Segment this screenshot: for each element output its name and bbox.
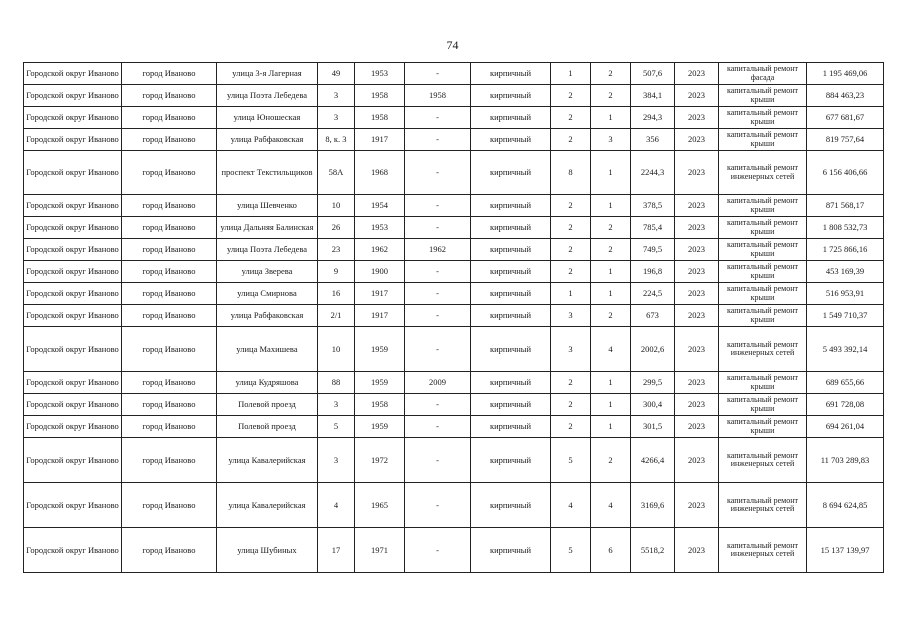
entrances-cell: 1 <box>591 261 631 283</box>
floors-cell: 5 <box>551 438 591 483</box>
table-row <box>24 416 884 438</box>
entrances-cell: 1 <box>591 195 631 217</box>
table-row <box>24 528 884 573</box>
cost-cell: 691 728,08 <box>807 394 884 416</box>
area-cell: 673 <box>631 305 675 327</box>
plan-year-cell: 2023 <box>675 195 719 217</box>
table-row <box>24 195 884 217</box>
city-cell: город Иваново <box>122 394 217 416</box>
entrances-cell: 6 <box>591 528 631 573</box>
city-cell: город Иваново <box>122 305 217 327</box>
district-cell: Городской округ Иваново <box>24 528 122 573</box>
house-number-cell: 26 <box>318 217 355 239</box>
wall-material-cell: кирпичный <box>471 85 551 107</box>
house-number-cell: 4 <box>318 483 355 528</box>
area-cell: 3169,6 <box>631 483 675 528</box>
district-cell: Городской округ Иваново <box>24 195 122 217</box>
build-year-cell: 1972 <box>355 438 405 483</box>
build-year-cell: 1959 <box>355 416 405 438</box>
house-number-cell: 58А <box>318 151 355 195</box>
build-year-cell: 1959 <box>355 372 405 394</box>
table-row <box>24 129 884 151</box>
plan-year-cell: 2023 <box>675 283 719 305</box>
plan-year-cell: 2023 <box>675 394 719 416</box>
city-cell: город Иваново <box>122 327 217 372</box>
table-row <box>24 107 884 129</box>
area-cell: 4266,4 <box>631 438 675 483</box>
cost-cell: 1 195 469,06 <box>807 63 884 85</box>
table-row <box>24 483 884 528</box>
entrances-cell: 2 <box>591 85 631 107</box>
city-cell: город Иваново <box>122 85 217 107</box>
wall-material-cell: кирпичный <box>471 528 551 573</box>
cost-cell: 11 703 289,83 <box>807 438 884 483</box>
district-cell: Городской округ Иваново <box>24 217 122 239</box>
reconstruction-year-cell: 2009 <box>405 372 471 394</box>
cost-cell: 819 757,64 <box>807 129 884 151</box>
area-cell: 749,5 <box>631 239 675 261</box>
entrances-cell: 1 <box>591 416 631 438</box>
work-type-cell: капитальный ремонт крыши <box>719 261 807 283</box>
area-cell: 384,1 <box>631 85 675 107</box>
city-cell: город Иваново <box>122 483 217 528</box>
plan-year-cell: 2023 <box>675 416 719 438</box>
reconstruction-year-cell: - <box>405 327 471 372</box>
street-cell: улица Махишева <box>217 327 318 372</box>
work-type-cell: капитальный ремонт инженерных сетей <box>719 528 807 573</box>
city-cell: город Иваново <box>122 438 217 483</box>
entrances-cell: 2 <box>591 438 631 483</box>
house-number-cell: 2/1 <box>318 305 355 327</box>
cost-cell: 871 568,17 <box>807 195 884 217</box>
street-cell: улица Кудряшова <box>217 372 318 394</box>
area-cell: 301,5 <box>631 416 675 438</box>
table-row <box>24 85 884 107</box>
house-number-cell: 3 <box>318 394 355 416</box>
cost-cell: 1 725 866,16 <box>807 239 884 261</box>
floors-cell: 2 <box>551 394 591 416</box>
cost-cell: 689 655,66 <box>807 372 884 394</box>
street-cell: улица Шевченко <box>217 195 318 217</box>
district-cell: Городской округ Иваново <box>24 394 122 416</box>
wall-material-cell: кирпичный <box>471 217 551 239</box>
floors-cell: 3 <box>551 305 591 327</box>
district-cell: Городской округ Иваново <box>24 151 122 195</box>
street-cell: улица Поэта Лебедева <box>217 85 318 107</box>
reconstruction-year-cell: - <box>405 483 471 528</box>
work-type-cell: капитальный ремонт инженерных сетей <box>719 151 807 195</box>
build-year-cell: 1917 <box>355 283 405 305</box>
work-type-cell: капитальный ремонт крыши <box>719 305 807 327</box>
street-cell: улица Смирнова <box>217 283 318 305</box>
work-type-cell: капитальный ремонт крыши <box>719 283 807 305</box>
reconstruction-year-cell: - <box>405 217 471 239</box>
floors-cell: 2 <box>551 372 591 394</box>
wall-material-cell: кирпичный <box>471 416 551 438</box>
entrances-cell: 3 <box>591 129 631 151</box>
street-cell: Полевой проезд <box>217 416 318 438</box>
wall-material-cell: кирпичный <box>471 129 551 151</box>
city-cell: город Иваново <box>122 195 217 217</box>
district-cell: Городской округ Иваново <box>24 129 122 151</box>
wall-material-cell: кирпичный <box>471 239 551 261</box>
table-row <box>24 239 884 261</box>
floors-cell: 2 <box>551 239 591 261</box>
reconstruction-year-cell: - <box>405 129 471 151</box>
work-type-cell: капитальный ремонт фасада <box>719 63 807 85</box>
entrances-cell: 1 <box>591 107 631 129</box>
plan-year-cell: 2023 <box>675 327 719 372</box>
entrances-cell: 2 <box>591 217 631 239</box>
build-year-cell: 1917 <box>355 129 405 151</box>
area-cell: 507,6 <box>631 63 675 85</box>
table-row <box>24 305 884 327</box>
entrances-cell: 2 <box>591 63 631 85</box>
table-row <box>24 438 884 483</box>
entrances-cell: 2 <box>591 305 631 327</box>
city-cell: город Иваново <box>122 129 217 151</box>
area-cell: 299,5 <box>631 372 675 394</box>
house-number-cell: 8, к. 3 <box>318 129 355 151</box>
plan-year-cell: 2023 <box>675 217 719 239</box>
reconstruction-year-cell: - <box>405 528 471 573</box>
street-cell: улица Зверева <box>217 261 318 283</box>
cost-cell: 1 549 710,37 <box>807 305 884 327</box>
wall-material-cell: кирпичный <box>471 372 551 394</box>
plan-year-cell: 2023 <box>675 438 719 483</box>
cost-cell: 15 137 139,97 <box>807 528 884 573</box>
area-cell: 378,5 <box>631 195 675 217</box>
area-cell: 356 <box>631 129 675 151</box>
table-row <box>24 151 884 195</box>
house-number-cell: 88 <box>318 372 355 394</box>
floors-cell: 2 <box>551 195 591 217</box>
house-number-cell: 3 <box>318 438 355 483</box>
work-type-cell: капитальный ремонт инженерных сетей <box>719 438 807 483</box>
wall-material-cell: кирпичный <box>471 151 551 195</box>
reconstruction-year-cell: - <box>405 416 471 438</box>
floors-cell: 2 <box>551 85 591 107</box>
reconstruction-year-cell: - <box>405 195 471 217</box>
work-type-cell: капитальный ремонт крыши <box>719 416 807 438</box>
cost-cell: 516 953,91 <box>807 283 884 305</box>
street-cell: улица Шубиных <box>217 528 318 573</box>
build-year-cell: 1900 <box>355 261 405 283</box>
floors-cell: 8 <box>551 151 591 195</box>
plan-year-cell: 2023 <box>675 151 719 195</box>
work-type-cell: капитальный ремонт крыши <box>719 85 807 107</box>
cost-cell: 677 681,67 <box>807 107 884 129</box>
house-number-cell: 3 <box>318 107 355 129</box>
page-number: 74 <box>446 38 459 52</box>
city-cell: город Иваново <box>122 239 217 261</box>
work-type-cell: капитальный ремонт инженерных сетей <box>719 327 807 372</box>
city-cell: город Иваново <box>122 107 217 129</box>
district-cell: Городской округ Иваново <box>24 239 122 261</box>
reconstruction-year-cell: - <box>405 107 471 129</box>
plan-year-cell: 2023 <box>675 372 719 394</box>
work-type-cell: капитальный ремонт крыши <box>719 372 807 394</box>
street-cell: проспект Текстильщиков <box>217 151 318 195</box>
build-year-cell: 1953 <box>355 63 405 85</box>
area-cell: 294,3 <box>631 107 675 129</box>
entrances-cell: 1 <box>591 151 631 195</box>
house-number-cell: 23 <box>318 239 355 261</box>
area-cell: 300,4 <box>631 394 675 416</box>
floors-cell: 3 <box>551 327 591 372</box>
cost-cell: 694 261,04 <box>807 416 884 438</box>
reconstruction-year-cell: 1958 <box>405 85 471 107</box>
reconstruction-year-cell: - <box>405 63 471 85</box>
wall-material-cell: кирпичный <box>471 63 551 85</box>
plan-year-cell: 2023 <box>675 305 719 327</box>
wall-material-cell: кирпичный <box>471 107 551 129</box>
district-cell: Городской округ Иваново <box>24 63 122 85</box>
build-year-cell: 1962 <box>355 239 405 261</box>
area-cell: 224,5 <box>631 283 675 305</box>
wall-material-cell: кирпичный <box>471 283 551 305</box>
district-cell: Городской округ Иваново <box>24 416 122 438</box>
street-cell: улица Рабфаковская <box>217 305 318 327</box>
build-year-cell: 1968 <box>355 151 405 195</box>
street-cell: улица Рабфаковская <box>217 129 318 151</box>
entrances-cell: 4 <box>591 327 631 372</box>
city-cell: город Иваново <box>122 63 217 85</box>
city-cell: город Иваново <box>122 283 217 305</box>
wall-material-cell: кирпичный <box>471 394 551 416</box>
plan-year-cell: 2023 <box>675 483 719 528</box>
reconstruction-year-cell: - <box>405 438 471 483</box>
work-type-cell: капитальный ремонт крыши <box>719 394 807 416</box>
entrances-cell: 1 <box>591 372 631 394</box>
district-cell: Городской округ Иваново <box>24 327 122 372</box>
street-cell: улица Поэта Лебедева <box>217 239 318 261</box>
entrances-cell: 4 <box>591 483 631 528</box>
city-cell: город Иваново <box>122 528 217 573</box>
house-number-cell: 9 <box>318 261 355 283</box>
cost-cell: 1 808 532,73 <box>807 217 884 239</box>
house-number-cell: 49 <box>318 63 355 85</box>
floors-cell: 2 <box>551 217 591 239</box>
city-cell: город Иваново <box>122 261 217 283</box>
street-cell: Полевой проезд <box>217 394 318 416</box>
reconstruction-year-cell: - <box>405 305 471 327</box>
plan-year-cell: 2023 <box>675 107 719 129</box>
table-row <box>24 327 884 372</box>
plan-year-cell: 2023 <box>675 129 719 151</box>
buildings-table <box>23 62 884 573</box>
floors-cell: 2 <box>551 416 591 438</box>
entrances-cell: 2 <box>591 239 631 261</box>
district-cell: Городской округ Иваново <box>24 438 122 483</box>
plan-year-cell: 2023 <box>675 528 719 573</box>
table-row <box>24 394 884 416</box>
district-cell: Городской округ Иваново <box>24 372 122 394</box>
build-year-cell: 1959 <box>355 327 405 372</box>
city-cell: город Иваново <box>122 372 217 394</box>
work-type-cell: капитальный ремонт крыши <box>719 217 807 239</box>
floors-cell: 1 <box>551 63 591 85</box>
floors-cell: 5 <box>551 528 591 573</box>
floors-cell: 2 <box>551 129 591 151</box>
city-cell: город Иваново <box>122 151 217 195</box>
table-row <box>24 283 884 305</box>
reconstruction-year-cell: - <box>405 261 471 283</box>
floors-cell: 1 <box>551 283 591 305</box>
cost-cell: 453 169,39 <box>807 261 884 283</box>
plan-year-cell: 2023 <box>675 239 719 261</box>
house-number-cell: 16 <box>318 283 355 305</box>
street-cell: улица Кавалерийская <box>217 438 318 483</box>
table-body <box>24 63 884 573</box>
table-row <box>24 261 884 283</box>
cost-cell: 6 156 406,66 <box>807 151 884 195</box>
work-type-cell: капитальный ремонт крыши <box>719 107 807 129</box>
build-year-cell: 1953 <box>355 217 405 239</box>
street-cell: улица Дальняя Балинская <box>217 217 318 239</box>
house-number-cell: 3 <box>318 85 355 107</box>
reconstruction-year-cell: - <box>405 283 471 305</box>
district-cell: Городской округ Иваново <box>24 107 122 129</box>
reconstruction-year-cell: - <box>405 394 471 416</box>
wall-material-cell: кирпичный <box>471 261 551 283</box>
work-type-cell: капитальный ремонт крыши <box>719 195 807 217</box>
cost-cell: 5 493 392,14 <box>807 327 884 372</box>
plan-year-cell: 2023 <box>675 261 719 283</box>
area-cell: 5518,2 <box>631 528 675 573</box>
wall-material-cell: кирпичный <box>471 438 551 483</box>
build-year-cell: 1954 <box>355 195 405 217</box>
build-year-cell: 1958 <box>355 85 405 107</box>
district-cell: Городской округ Иваново <box>24 261 122 283</box>
district-cell: Городской округ Иваново <box>24 483 122 528</box>
street-cell: улица Юношеская <box>217 107 318 129</box>
cost-cell: 884 463,23 <box>807 85 884 107</box>
work-type-cell: капитальный ремонт крыши <box>719 239 807 261</box>
table-row <box>24 372 884 394</box>
floors-cell: 2 <box>551 107 591 129</box>
district-cell: Городской округ Иваново <box>24 85 122 107</box>
street-cell: улица 3-я Лагерная <box>217 63 318 85</box>
reconstruction-year-cell: - <box>405 151 471 195</box>
build-year-cell: 1917 <box>355 305 405 327</box>
entrances-cell: 1 <box>591 394 631 416</box>
entrances-cell: 1 <box>591 283 631 305</box>
house-number-cell: 17 <box>318 528 355 573</box>
table-row <box>24 217 884 239</box>
house-number-cell: 10 <box>318 195 355 217</box>
district-cell: Городской округ Иваново <box>24 305 122 327</box>
table-row <box>24 63 884 85</box>
wall-material-cell: кирпичный <box>471 305 551 327</box>
build-year-cell: 1958 <box>355 107 405 129</box>
build-year-cell: 1965 <box>355 483 405 528</box>
wall-material-cell: кирпичный <box>471 195 551 217</box>
city-cell: город Иваново <box>122 416 217 438</box>
city-cell: город Иваново <box>122 217 217 239</box>
reconstruction-year-cell: 1962 <box>405 239 471 261</box>
area-cell: 2002,6 <box>631 327 675 372</box>
area-cell: 2244,3 <box>631 151 675 195</box>
street-cell: улица Кавалерийская <box>217 483 318 528</box>
house-number-cell: 10 <box>318 327 355 372</box>
district-cell: Городской округ Иваново <box>24 283 122 305</box>
work-type-cell: капитальный ремонт инженерных сетей <box>719 483 807 528</box>
area-cell: 785,4 <box>631 217 675 239</box>
floors-cell: 2 <box>551 261 591 283</box>
plan-year-cell: 2023 <box>675 85 719 107</box>
plan-year-cell: 2023 <box>675 63 719 85</box>
build-year-cell: 1971 <box>355 528 405 573</box>
floors-cell: 4 <box>551 483 591 528</box>
work-type-cell: капитальный ремонт крыши <box>719 129 807 151</box>
build-year-cell: 1958 <box>355 394 405 416</box>
cost-cell: 8 694 624,85 <box>807 483 884 528</box>
house-number-cell: 5 <box>318 416 355 438</box>
wall-material-cell: кирпичный <box>471 327 551 372</box>
area-cell: 196,8 <box>631 261 675 283</box>
wall-material-cell: кирпичный <box>471 483 551 528</box>
